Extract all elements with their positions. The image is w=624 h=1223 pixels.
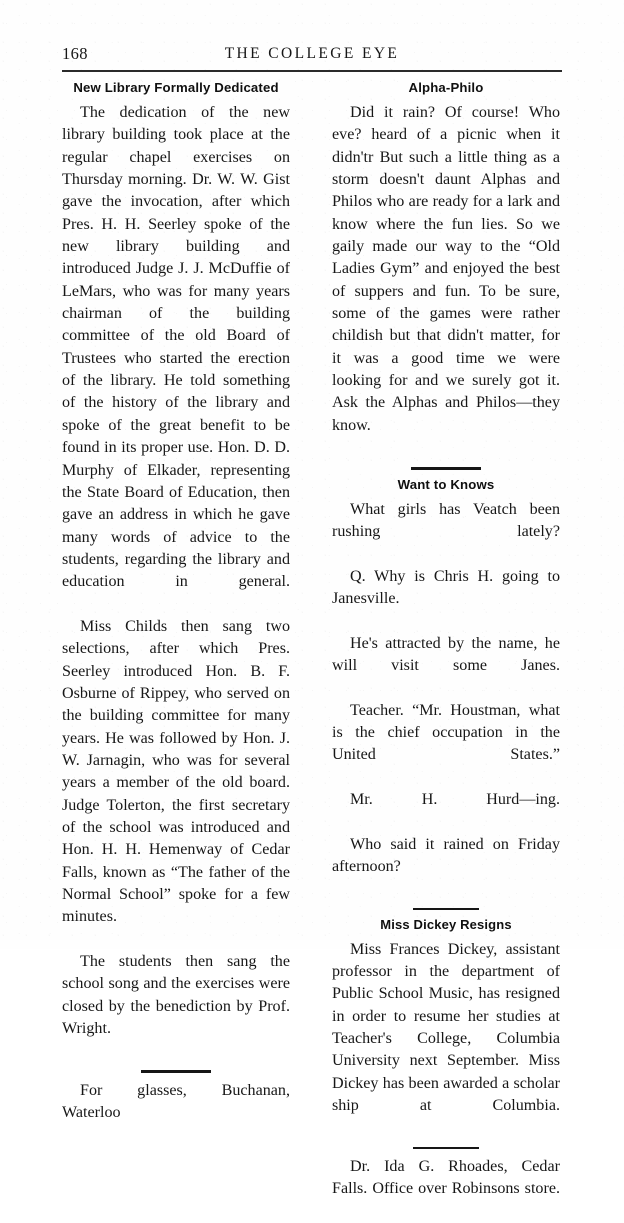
section-heading-alpha-philo: Alpha-Philo (408, 80, 484, 95)
paragraph: For glasses, Buchanan, Waterloo (62, 1081, 290, 1122)
section-heading-miss-dickey-resigns: Miss Dickey Resigns (380, 916, 512, 932)
column-container (62, 80, 564, 1198)
paragraph: Q. Why is Chris H. going to Janesville. (332, 567, 560, 607)
paragraph: What girls has Veatch been rushing lately? (332, 500, 560, 540)
page-number: 168 (62, 44, 88, 63)
paragraph: Dr. Ida G. Rhoades, Cedar Falls. Office over Robinsons store. (332, 1157, 560, 1198)
section-heading-want-to-knows: Want to Knows (397, 476, 495, 492)
section-heading-new-library: New Library Formally Dedicated (73, 80, 279, 95)
paragraph: Miss Frances Dickey, assistant professor in the department of Public School Music, has resigned in order to resume her studies at Teacher's College, Columbia University next September. Miss Dickey has been awarded a scholar ship at Columbia. (332, 940, 560, 1115)
left-column (62, 80, 290, 1147)
running-head (62, 44, 562, 66)
publication-title: THE COLLEGE EYE (224, 45, 400, 62)
paragraph: The students then sang the school song and the exercises were closed by the benediction by Prof. Wright. (62, 953, 290, 1038)
paragraph: Teacher. “Mr. Houstman, what is the chief occupation in the United States.” (332, 701, 560, 764)
section-divider-rule (411, 467, 481, 470)
paragraph: He's attracted by the name, he will visit some Janes. (332, 634, 560, 674)
right-column (332, 80, 560, 1223)
paragraph: Mr. H. Hurd—ing. (350, 790, 560, 808)
section-divider-rule (413, 1147, 479, 1149)
paragraph: Miss Childs then sang two selections, after which Pres. Seerley introduced Hon. B. F. Osburne of Rippey, who served on the building committee for many years. He was followed by Hon. J. W. Jarnagin, who was for several years a member of the old board. Judge Tolerton, the first secretary of the school was introduced and Hon. H. H. Hemenway of Cedar Falls, known as “The father of the Normal School” spoke for a few minutes. (62, 617, 290, 926)
paragraph: Who said it rained on Friday afternoon? (332, 835, 560, 875)
section-divider-rule (413, 908, 479, 910)
paragraph: Did it rain? Of course! Who eve? heard of a picnic when it didn'tr But such a little thing as a storm doesn't daunt Alphas and Philos who are ready for a lark and know where the fun lies. So we gaily made our way to the “Old Ladies Gym” and enjoyed the best of suppers and fun. To be sure, some of the games were rather childish but that didn't matter, for it was a good time we were looking for and we surely got it. Ask the Alphas and Philos—they know. (332, 104, 560, 434)
header-rule (62, 70, 562, 72)
section-divider-rule (141, 1070, 211, 1073)
paragraph: The dedication of the new library building took place at the regular chapel exercises on Thursday morning. Dr. W. W. Gist gave the invocation, after which Pres. H. H. Seerley spoke of the new library building and introduced Judge J. J. McDuffie of LeMars, who was for many years chairman of the building committee of the old Board of Trustees who started the erection of the library. He told something of the history of the library and spoke of the great benefit to be found in its proper use. Hon. D. D. Murphy of Elkader, representing the State Board of Education, then gave an address in which he gave many words of advice to the students, regarding the library and education in general. (62, 104, 290, 591)
